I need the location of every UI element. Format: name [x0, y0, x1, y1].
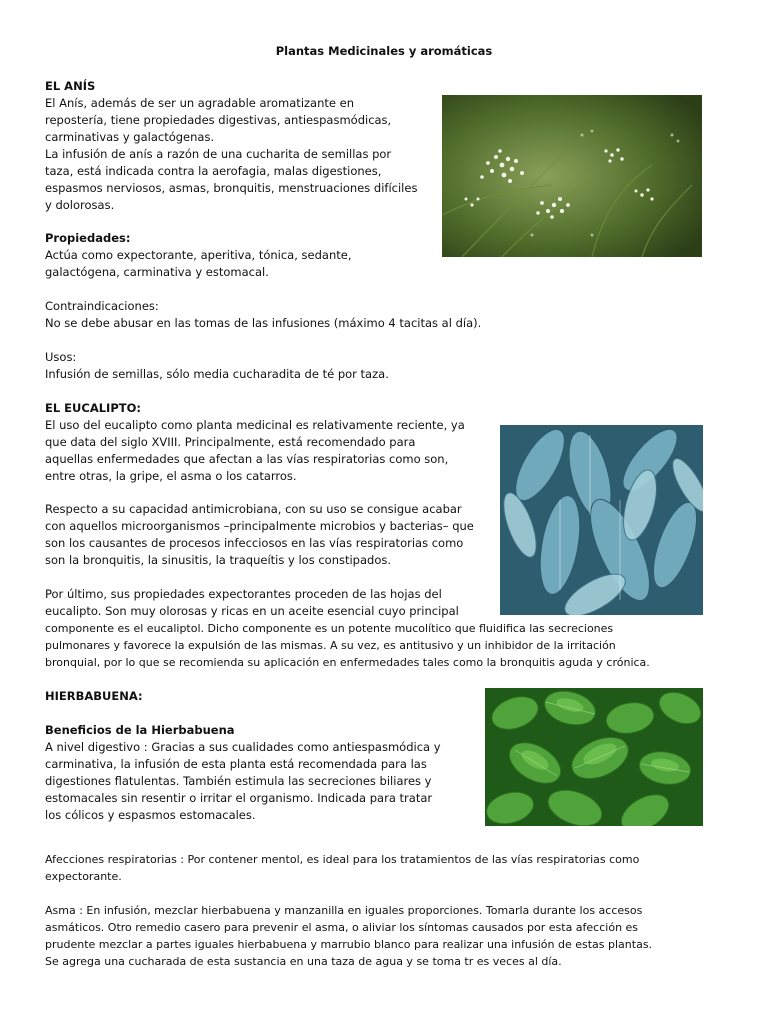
- eucalipto-p1-line: que data del siglo XVIII. Principalmente, está recomendado para: [45, 435, 416, 449]
- eucalipto-p2: [45, 501, 490, 569]
- usos-text: Infusión de semillas, sólo media cucharadita de té por taza.: [45, 367, 389, 381]
- digestivo-line: estomacales sin resentir o irritar el organismo. Indicada para tratar: [45, 791, 433, 805]
- eucalipto-p2-line: con aquellos microorganismos –principalmente microbios y bacterias– que: [45, 519, 474, 533]
- eucalipto-p3-line: eucalipto. Son muy olorosas y ricas en un aceite esencial cuyo principal: [45, 604, 459, 618]
- hierbabuena-heading: HIERBABUENA:: [45, 689, 143, 703]
- hierbabuena-respiratorias: [45, 851, 725, 885]
- anis-intro-line: espasmos nerviosos, asmas, bronquitis, menstruaciones difíciles: [45, 181, 418, 195]
- eucalipto-p3-wide: [45, 620, 725, 671]
- eucalyptus-leaves-photo: [500, 425, 703, 615]
- anis-intro-line: repostería, tiene propiedades digestivas, antiespasmódicas,: [45, 113, 392, 127]
- propiedades-heading: Propiedades:: [45, 231, 131, 245]
- asma-line: asmáticos. Otro remedio casero para prevenir el asma, o aliviar los síntomas causados por esta afección es: [45, 921, 639, 934]
- anis-intro-line: El Anís, además de ser un agradable aromatizante en: [45, 96, 354, 110]
- eucalipto-heading: EL EUCALIPTO:: [45, 401, 141, 415]
- hierbabuena-beneficios: [45, 722, 465, 824]
- eucalipto-p2-line: Respecto a su capacidad antimicrobiana, con su uso se consigue acabar: [45, 502, 462, 516]
- hierbabuena-asma: [45, 902, 725, 970]
- beneficios-heading: Beneficios de la Hierbabuena: [45, 723, 235, 737]
- propiedades-line: Actúa como expectorante, aperitiva, tónica, sedante,: [45, 248, 352, 262]
- anis-section: [45, 78, 445, 214]
- mint-leaves-photo: [485, 688, 703, 826]
- anis-intro-line: La infusión de anís a razón de una cucharita de semillas por: [45, 147, 392, 161]
- anis-intro-line: carminativas y galactógenas.: [45, 130, 215, 144]
- eucalipto-p3-line: bronquial, por lo que se recomienda su aplicación en enfermedades tales como la bronquitis aguda y crónica.: [45, 656, 650, 669]
- propiedades-line: galactógena, carminativa y estomacal.: [45, 265, 269, 279]
- respiratorias-line: expectorante.: [45, 870, 122, 883]
- document-title: Plantas Medicinales y aromáticas: [275, 44, 493, 58]
- anis-heading: EL ANÍS: [45, 79, 96, 93]
- eucalipto-p3-line: componente es el eucaliptol. Dicho componente es un potente mucolítico que fluidifica las secreciones: [45, 622, 614, 635]
- hierbabuena-heading-block: [45, 688, 445, 705]
- digestivo-line: carminativa, la infusión de esta planta está recomendada para las: [45, 757, 427, 771]
- eucalipto-p2-line: son la bronquitis, la sinusitis, la traqueítis y los constipados.: [45, 553, 392, 567]
- eucalipto-p1-line: entre otras, la gripe, el asma o los catarros.: [45, 469, 297, 483]
- anis-intro-line: taza, está indicada contra la aerofagia, malas digestiones,: [45, 164, 382, 178]
- eucalipto-section: [45, 400, 490, 485]
- usos-heading: Usos:: [45, 350, 77, 364]
- digestivo-line: digestiones flatulentas. También estimula las secreciones biliares y: [45, 774, 432, 788]
- eucalipto-p3-line: pulmonares y favorece la expulsión de las mismas. A su vez, es antitusivo y un inhibidor de la irritación: [45, 639, 616, 652]
- digestivo-line: A nivel digestivo : Gracias a sus cualidades como antiespasmódica y: [45, 740, 441, 754]
- digestivo-line: los cólicos y espasmos estomacales.: [45, 808, 256, 822]
- eucalipto-p2-line: son los causantes de procesos infecciosos en las vías respiratorias como: [45, 536, 464, 550]
- anise-flower-photo: [442, 95, 702, 257]
- asma-line: prudente mezclar a partes iguales hierbabuena y marrubio blanco para realizar una infusión de estas plantas.: [45, 938, 653, 951]
- asma-line: Se agrega una cucharada de esta sustancia en una taza de agua y se toma tr es veces al día.: [45, 955, 562, 968]
- respiratorias-line: Afecciones respiratorias : Por contener mentol, es ideal para los tratamientos de las vías respiratorias como: [45, 853, 640, 866]
- eucalipto-p3-line: Por último, sus propiedades expectorantes proceden de las hojas del: [45, 587, 442, 601]
- contraindicaciones-heading: Contraindicaciones:: [45, 299, 159, 313]
- anis-usos: [45, 349, 725, 383]
- contraindicaciones-text: No se debe abusar en las tomas de las infusiones (máximo 4 tacitas al día).: [45, 316, 482, 330]
- eucalipto-p1-line: aquellas enfermedades que afectan a las vías respiratorias como son,: [45, 452, 449, 466]
- anis-propiedades: [45, 230, 445, 281]
- eucalipto-p3-narrow: [45, 586, 490, 620]
- anis-intro-line: y dolorosas.: [45, 198, 115, 212]
- anis-contraindicaciones: [45, 298, 725, 332]
- eucalipto-p1-line: El uso del eucalipto como planta medicinal es relativamente reciente, ya: [45, 418, 465, 432]
- asma-line: Asma : En infusión, mezclar hierbabuena y manzanilla en iguales proporciones. Tomarla durante los accesos: [45, 904, 643, 917]
